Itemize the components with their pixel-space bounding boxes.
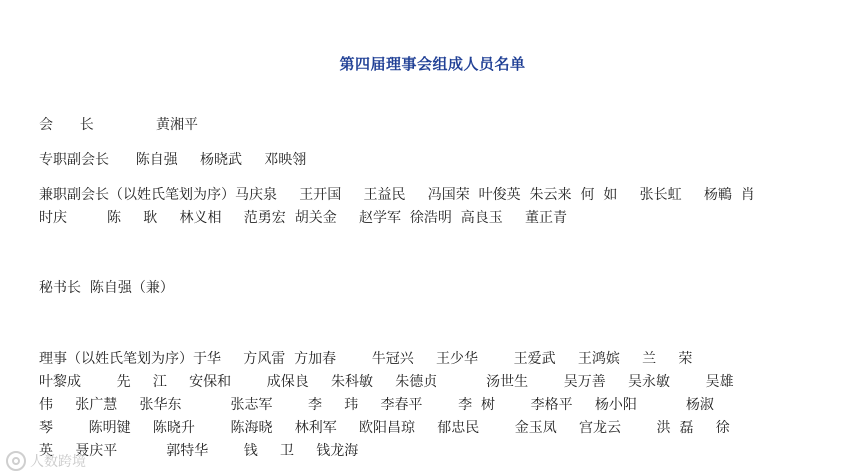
part-time-vice-line-1: 兼职副会长（以姓氏笔划为序）马庆泉 王开国 王益民 冯国荣 叶俊英 朱云来 何 如 张长虹 杨鶤 肖 bbox=[39, 187, 755, 203]
watermark-text: 人数跨境 bbox=[30, 454, 86, 470]
document-title: 第四届理事会组成人员名单 bbox=[339, 55, 526, 73]
watermark bbox=[6, 451, 86, 471]
directors-line-4: 琴 陈明键 陈晓升 陈海晓 林利军 欧阳昌琼 郁忠民 金玉凤 宫龙云 洪 磊 徐 bbox=[39, 420, 730, 436]
vice-president-line: 专职副会长 陈自强 杨晓武 邓映翎 bbox=[39, 152, 307, 168]
directors-line-5: 英 聂庆平 郭特华 钱 卫 钱龙海 bbox=[39, 443, 359, 459]
directors-line-2: 叶黎成 先 江 安保和 成保良 朱科敏 朱德贞 汤世生 吴万善 吴永敏 吴雄 bbox=[39, 374, 734, 390]
logo-icon bbox=[6, 451, 26, 471]
directors-line-3: 伟 张广慧 张华东 张志军 李 玮 李春平 李 树 李格平 杨小阳 杨淑 bbox=[39, 397, 714, 413]
secretary-general-line: 秘书长 陈自强（兼） bbox=[39, 280, 174, 296]
president-line: 会 长 黄湘平 bbox=[39, 117, 199, 133]
part-time-vice-line-2: 时庆 陈 耿 林义相 范勇宏 胡关金 赵学军 徐浩明 高良玉 董正青 bbox=[39, 210, 568, 226]
directors-line-1: 理事（以姓氏笔划为序）于华 方风雷 方加春 牛冠兴 王少华 王爱武 王鸿嫔 兰 荣 bbox=[39, 351, 693, 367]
